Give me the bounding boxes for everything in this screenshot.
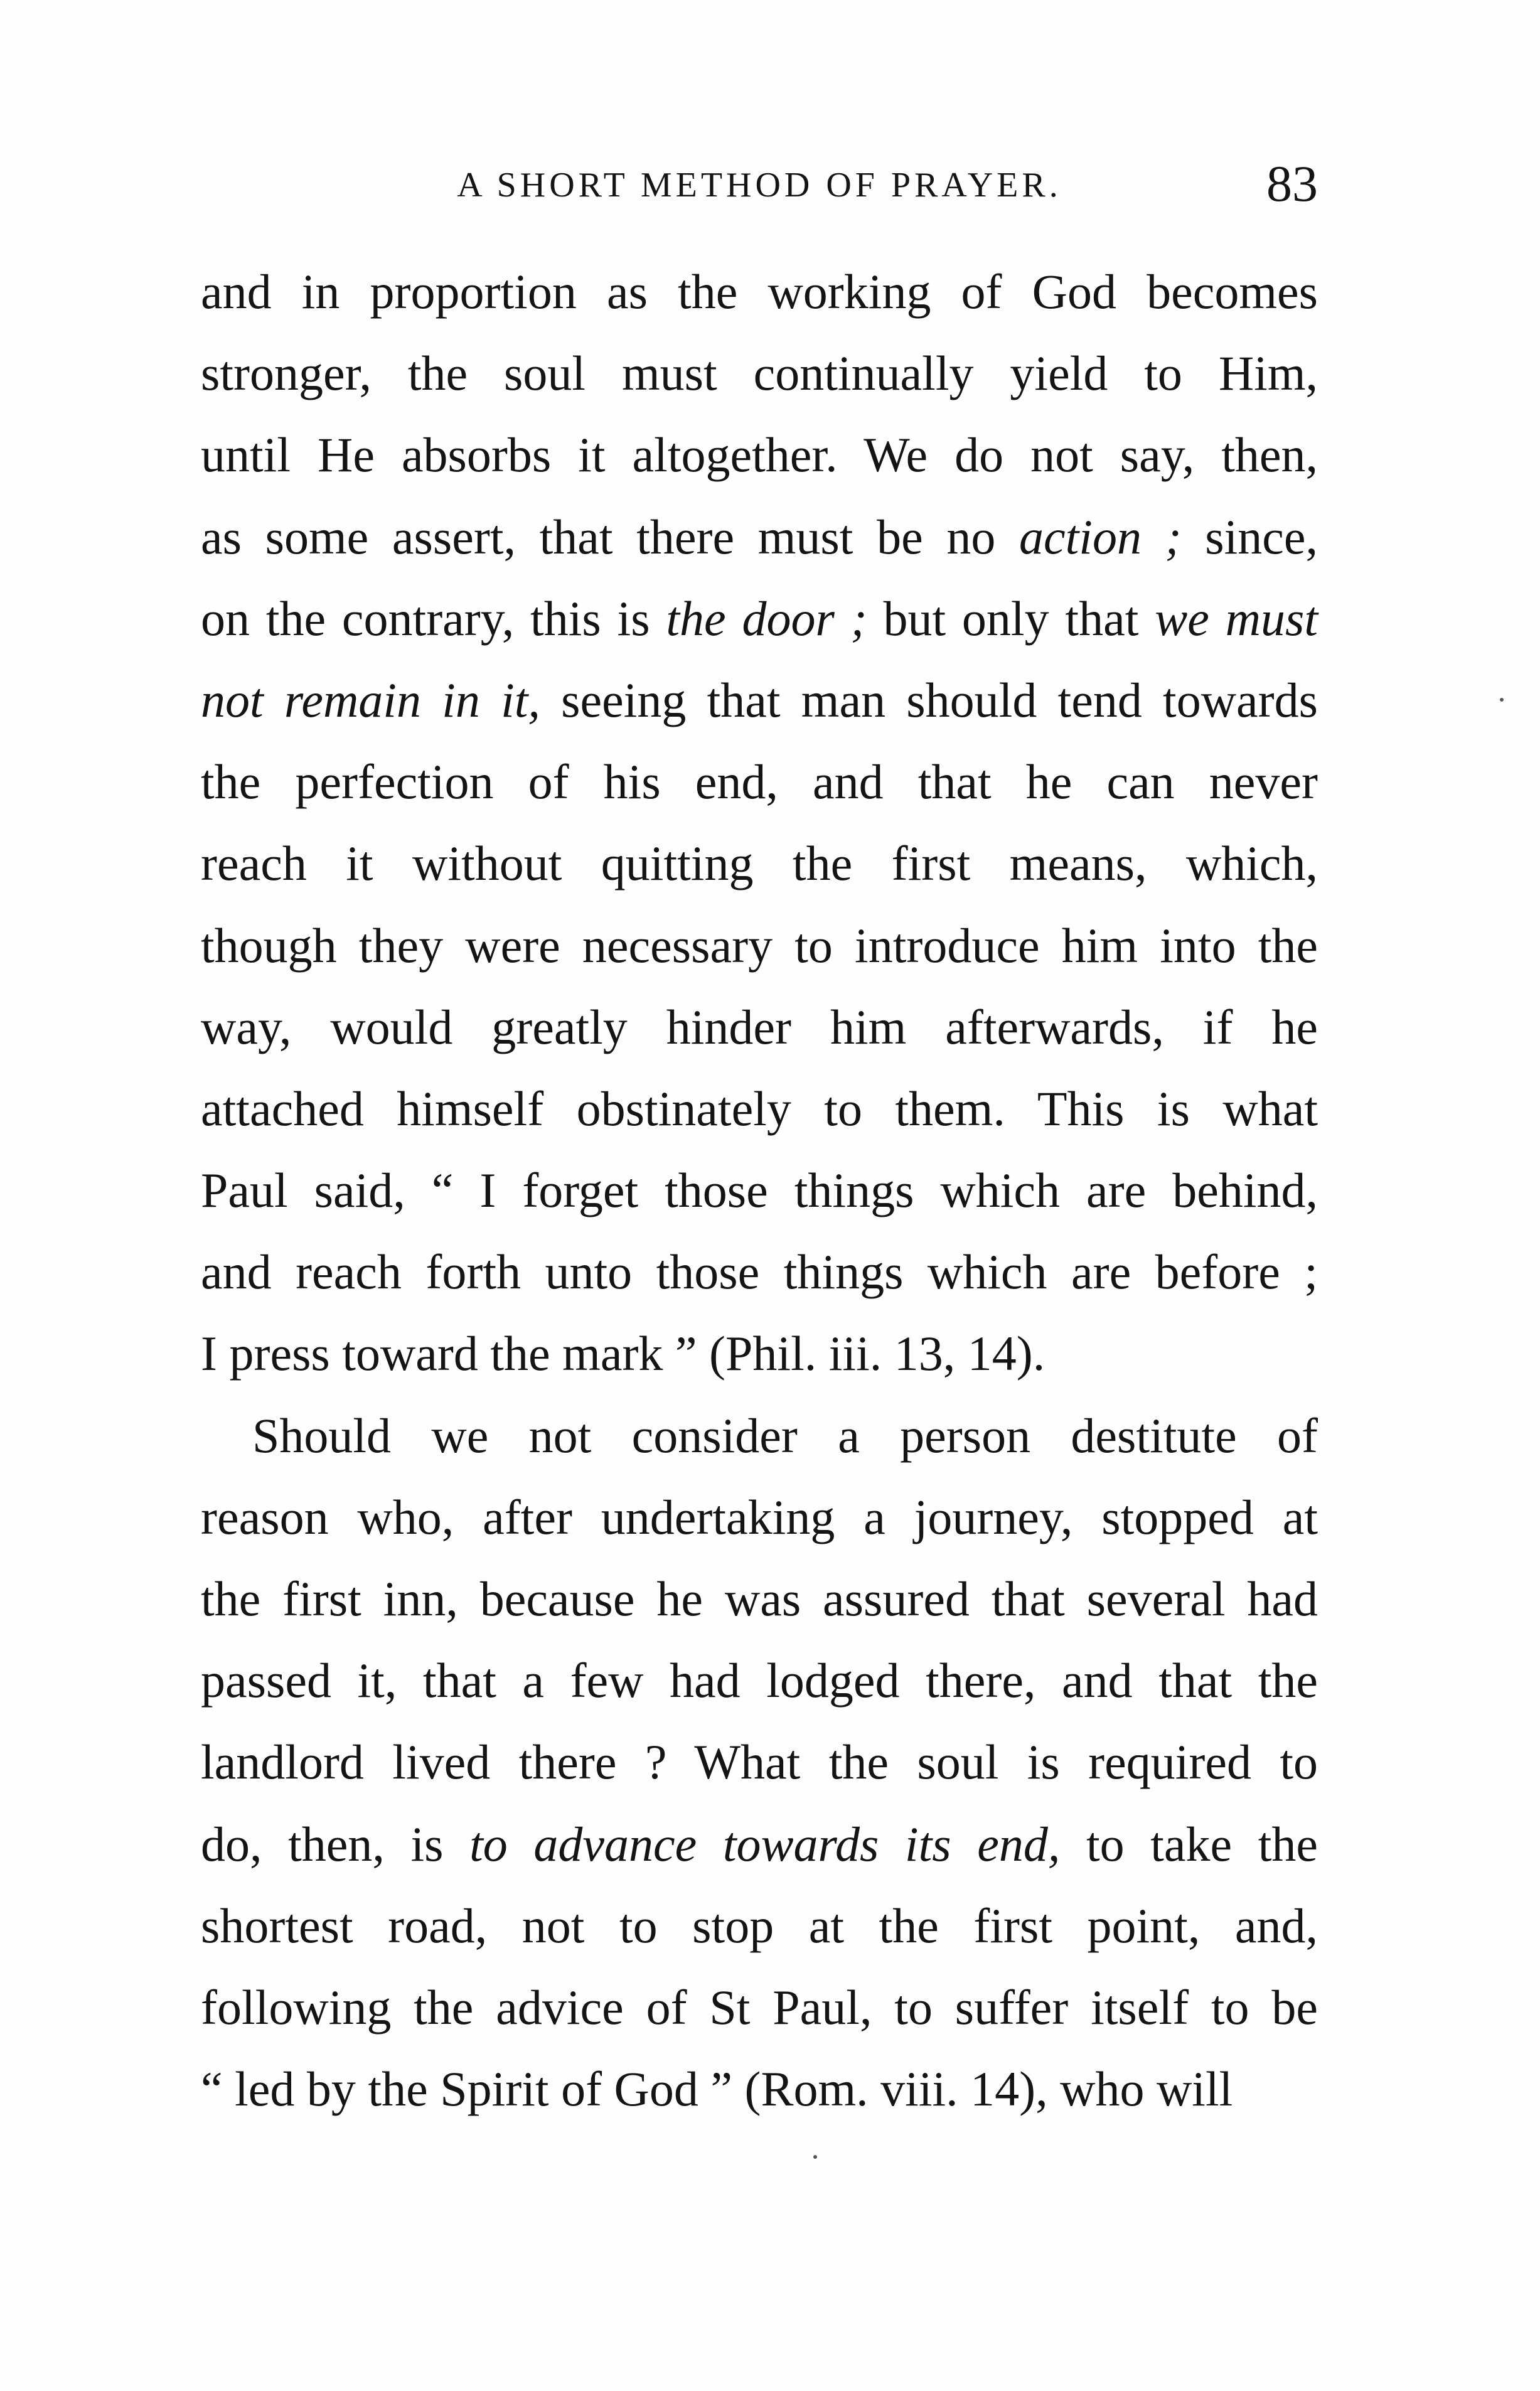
text-run: do, then, is xyxy=(201,1816,470,1871)
text-line xyxy=(201,1891,1318,1973)
italic-phrase: not remain in it, xyxy=(201,672,540,727)
text-line xyxy=(201,584,1318,666)
paragraph xyxy=(201,1401,1318,2137)
text-run: attached himself obstinately to them. This is what xyxy=(201,1081,1318,1136)
text-line xyxy=(201,2055,1318,2136)
text-line xyxy=(201,911,1318,993)
text-run: I press toward the mark ” (Phil. iii. 13, 14). xyxy=(201,1326,1045,1381)
body-text xyxy=(201,257,1318,2136)
page-number: 83 xyxy=(1266,155,1318,212)
text-line xyxy=(201,1238,1318,1319)
text-line xyxy=(201,1156,1318,1238)
text-run: the perfection of his end, and that he can never xyxy=(201,754,1318,810)
text-line xyxy=(201,420,1318,502)
text-line xyxy=(201,257,1318,339)
italic-phrase: we must xyxy=(1155,591,1318,646)
text-run: seeing that man should tend towards xyxy=(540,672,1318,727)
text-run: passed it, that a few had lodged there, and that the xyxy=(201,1653,1318,1708)
text-line xyxy=(201,1483,1318,1565)
text-run: the first inn, because he was assured that several had xyxy=(201,1571,1318,1626)
speck-mark xyxy=(1500,698,1504,702)
paragraph xyxy=(201,257,1318,1401)
text-line xyxy=(201,829,1318,911)
text-run: since, xyxy=(1181,509,1318,564)
text-run: until He absorbs it altogether. We do not say, then, xyxy=(201,427,1318,483)
text-run: though they were necessary to introduce him into the xyxy=(201,917,1318,973)
text-line xyxy=(201,1565,1318,1646)
running-header xyxy=(201,151,1318,220)
text-run: shortest road, not to stop at the first point, and, xyxy=(201,1898,1318,1953)
text-run: Paul said, “ I forget those things which are behind, xyxy=(201,1163,1318,1218)
italic-phrase: to advance towards its end, xyxy=(469,1816,1061,1871)
text-line xyxy=(201,1401,1318,1483)
text-line xyxy=(201,1728,1318,1809)
text-run: but only that xyxy=(867,591,1155,646)
text-line xyxy=(201,1319,1318,1401)
speck-mark xyxy=(813,2155,817,2159)
text-line xyxy=(201,339,1318,420)
italic-phrase: the door ; xyxy=(666,591,867,646)
text-line xyxy=(201,666,1318,747)
text-run: following the advice of St Paul, to suffer itself to be xyxy=(201,1979,1318,2035)
text-run: Should we not consider a person destitute of xyxy=(252,1408,1318,1463)
text-run: reach it without quitting the first means, which, xyxy=(201,836,1318,891)
text-line xyxy=(201,1074,1318,1156)
text-run: “ led by the Spirit of God ” (Rom. viii. 14), who will xyxy=(201,2062,1233,2117)
text-line xyxy=(201,1973,1318,2055)
text-run: on the contrary, this is xyxy=(201,591,666,646)
text-run: landlord lived there ? What the soul is required to xyxy=(201,1735,1318,1790)
text-run: reason who, after undertaking a journey, stopped at xyxy=(201,1489,1318,1544)
text-run: way, would greatly hinder him afterwards, if he xyxy=(201,999,1318,1054)
text-line xyxy=(201,1646,1318,1728)
text-line xyxy=(201,1810,1318,1891)
text-run: and in proportion as the working of God becomes xyxy=(201,264,1318,319)
text-line xyxy=(201,503,1318,584)
text-run: and reach forth unto those things which are before ; xyxy=(201,1244,1318,1300)
text-line xyxy=(201,747,1318,829)
running-title: A SHORT METHOD OF PRAYER. xyxy=(457,166,1062,205)
text-run: as some assert, that there must be no xyxy=(201,509,1020,564)
text-line xyxy=(201,993,1318,1074)
text-run: stronger, the soul must continually yield to Him, xyxy=(201,346,1318,401)
text-run: to take the xyxy=(1060,1816,1318,1871)
italic-phrase: action ; xyxy=(1019,509,1182,564)
